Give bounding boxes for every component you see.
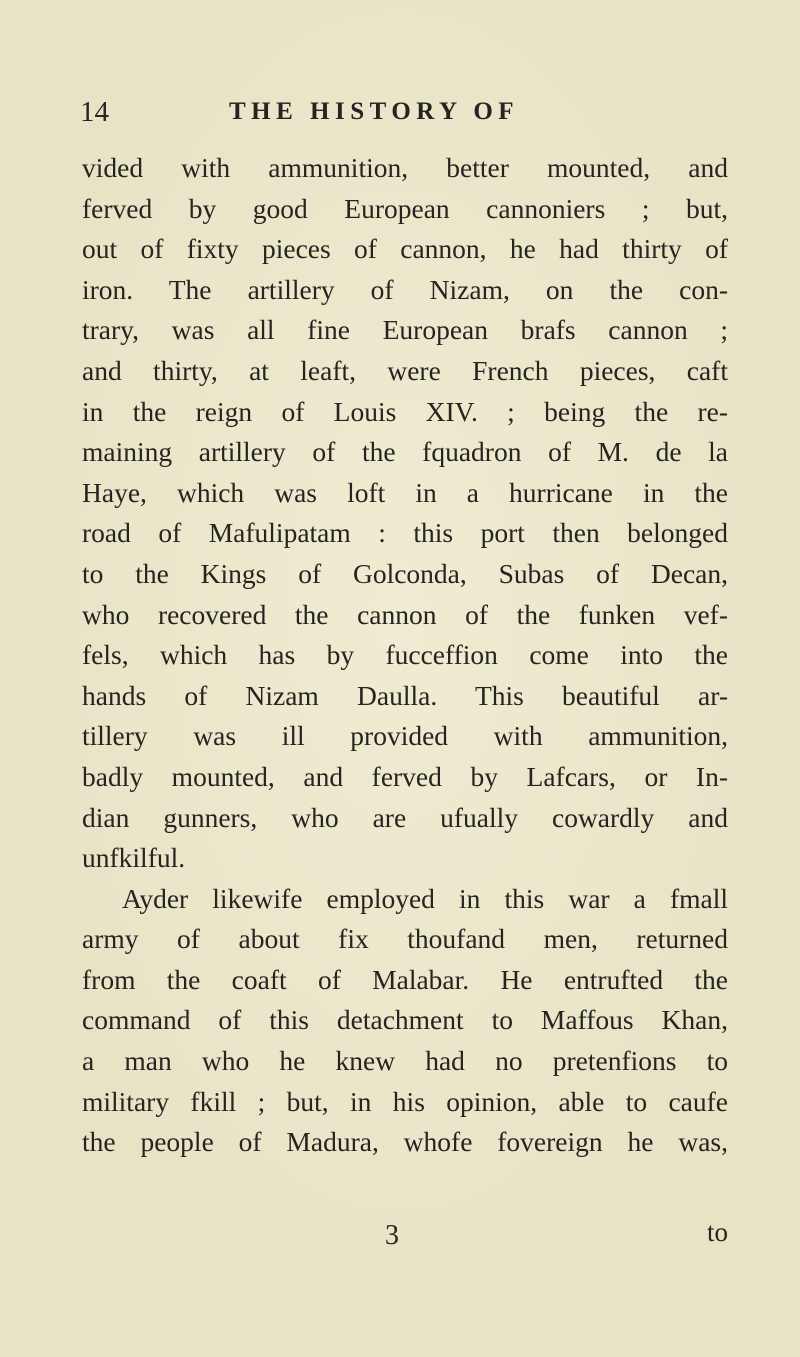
page-number: 14 (80, 96, 109, 128)
text-line: out of fixty pieces of cannon, he had thirty of (82, 233, 728, 265)
running-title: THE HISTORY OF (229, 98, 520, 125)
text-line: ferved by good European cannoniers ; but, (82, 192, 728, 224)
text-line: Ayder likewife employed in this war a fmall (122, 882, 728, 914)
text-line: a man who he knew had no pretenfions to (82, 1045, 728, 1077)
text-line: dian gunners, who are ufually cowardly and (82, 801, 728, 833)
text-line: badly mounted, and ferved by Lafcars, or In- (82, 760, 728, 792)
text-line: Haye, which was loft in a hurricane in the (82, 476, 728, 508)
text-line: hands of Nizam Daulla. This beautiful ar- (82, 679, 728, 711)
text-line: who recovered the cannon of the funken vef- (82, 598, 728, 630)
text-line: road of Mafulipatam : this port then belonged (82, 517, 728, 549)
text-line: unfkilful. (82, 842, 186, 874)
text-line: iron. The artillery of Nizam, on the con- (82, 273, 728, 305)
text-line: maining artillery of the fquadron of M. de la (82, 436, 728, 468)
text-line: from the coaft of Malabar. He entrufted the (82, 963, 728, 995)
text-line: vided with ammunition, better mounted, and (82, 152, 728, 183)
running-head (80, 92, 720, 132)
body-text (82, 148, 728, 1163)
text-line: in the reign of Louis XIV. ; being the re- (82, 395, 728, 427)
text-line: fels, which has by fucceffion come into the (82, 639, 728, 671)
paragraph-2 (82, 879, 728, 1163)
text-line: tillery was ill provided with ammunition, (82, 720, 728, 752)
text-line: and thirty, at leaft, were French pieces, caft (82, 354, 728, 386)
catchword: to (706, 1217, 728, 1247)
text-line: to the Kings of Golconda, Subas of Decan, (82, 557, 728, 589)
text-line: army of about fix thoufand men, returned (82, 923, 728, 955)
page-footer (82, 1212, 728, 1252)
text-line: the people of Madura, whofe fovereign he was, (82, 1126, 728, 1158)
signature-mark: 3 (385, 1220, 399, 1251)
paragraph-1 (82, 148, 728, 879)
text-line: military fkill ; but, in his opinion, able to caufe (82, 1085, 728, 1117)
text-line: command of this detachment to Maffous Khan, (82, 1004, 728, 1036)
text-line: trary, was all fine European brafs cannon ; (82, 314, 728, 346)
